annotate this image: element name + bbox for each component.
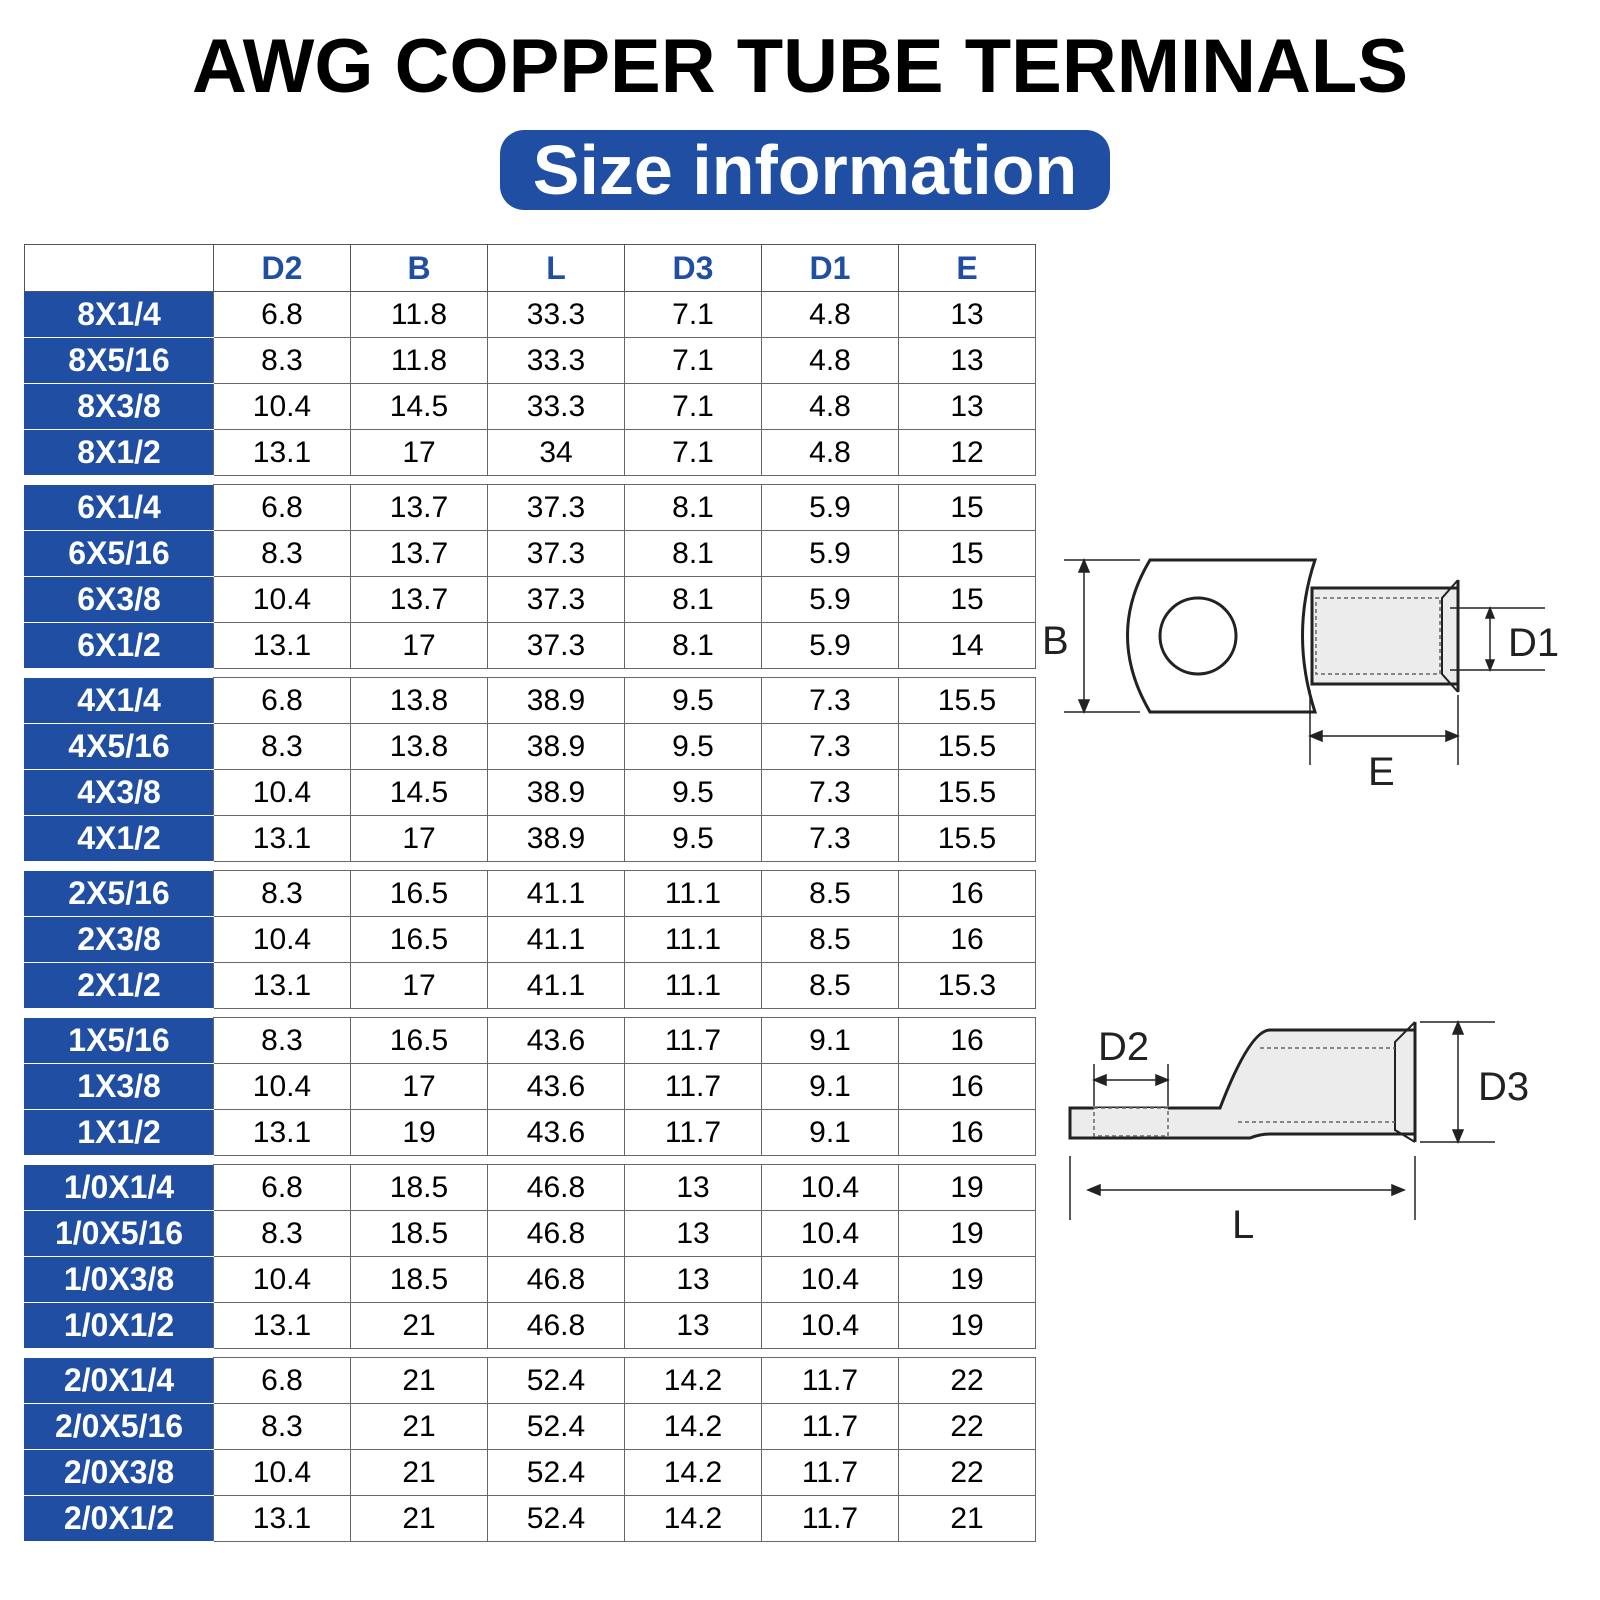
table-cell: 43.6 (488, 1110, 625, 1156)
table-cell: 11.1 (625, 963, 762, 1009)
table-cell: 10.4 (214, 384, 351, 430)
table-cell: 8.3 (214, 531, 351, 577)
group-separator (25, 1156, 1036, 1165)
table-cell: 16 (899, 917, 1036, 963)
column-header: D2 (214, 245, 351, 292)
dimension-label-d3: D3 (1478, 1065, 1530, 1109)
table-cell: 9.5 (625, 724, 762, 770)
subtitle-badge: Size information (500, 130, 1110, 210)
table-cell: 9.1 (762, 1064, 899, 1110)
table-row (25, 338, 1036, 384)
table-cell: 14.2 (625, 1496, 762, 1542)
group-separator (25, 1349, 1036, 1358)
table-cell: 14 (899, 623, 1036, 669)
table-cell: 6.8 (214, 1358, 351, 1404)
table-cell: 11.7 (762, 1496, 899, 1542)
table-cell: 37.3 (488, 531, 625, 577)
group-separator (25, 862, 1036, 871)
table-cell: 15.5 (899, 770, 1036, 816)
table-cell: 16 (899, 1018, 1036, 1064)
group-separator (25, 476, 1036, 485)
table-cell: 8.1 (625, 577, 762, 623)
table-cell: 38.9 (488, 724, 625, 770)
table-row (25, 770, 1036, 816)
size-table-container (24, 244, 1036, 1542)
table-cell: 13.7 (351, 577, 488, 623)
table-cell: 10.4 (762, 1303, 899, 1349)
table-cell: 13 (625, 1303, 762, 1349)
table-cell: 17 (351, 816, 488, 862)
table-cell: 10.4 (214, 1064, 351, 1110)
table-cell: 22 (899, 1404, 1036, 1450)
table-cell: 4.8 (762, 384, 899, 430)
column-header: D1 (762, 245, 899, 292)
size-table (24, 244, 1036, 1542)
table-cell: 13.7 (351, 531, 488, 577)
table-row (25, 430, 1036, 476)
table-cell: 6.8 (214, 485, 351, 531)
table-cell: 14.5 (351, 384, 488, 430)
column-header: D3 (625, 245, 762, 292)
row-header: 2X5/16 (25, 871, 214, 917)
table-cell: 34 (488, 430, 625, 476)
table-cell: 22 (899, 1450, 1036, 1496)
row-header: 4X3/8 (25, 770, 214, 816)
table-cell: 16 (899, 871, 1036, 917)
table-cell: 8.1 (625, 623, 762, 669)
table-cell: 10.4 (762, 1257, 899, 1303)
table-cell: 4.8 (762, 292, 899, 338)
table-cell: 9.5 (625, 816, 762, 862)
dimension-label-d2: D2 (1098, 1025, 1150, 1069)
table-cell: 9.5 (625, 770, 762, 816)
row-header: 1X3/8 (25, 1064, 214, 1110)
table-cell: 10.4 (762, 1211, 899, 1257)
table-cell: 15 (899, 485, 1036, 531)
table-corner-cell (25, 245, 214, 292)
table-cell: 14.2 (625, 1358, 762, 1404)
table-cell: 11.7 (762, 1450, 899, 1496)
table-cell: 18.5 (351, 1257, 488, 1303)
row-header: 2/0X5/16 (25, 1404, 214, 1450)
table-row (25, 1257, 1036, 1303)
table-cell: 13.1 (214, 623, 351, 669)
table-row (25, 1404, 1036, 1450)
table-header-row (25, 245, 1036, 292)
table-row (25, 678, 1036, 724)
table-cell: 46.8 (488, 1165, 625, 1211)
group-separator (25, 669, 1036, 678)
table-cell: 13 (899, 384, 1036, 430)
row-header: 6X1/4 (25, 485, 214, 531)
table-cell: 7.3 (762, 678, 899, 724)
table-row (25, 963, 1036, 1009)
table-cell: 33.3 (488, 384, 625, 430)
table-cell: 10.4 (214, 1450, 351, 1496)
table-cell: 13.1 (214, 816, 351, 862)
row-header: 8X1/4 (25, 292, 214, 338)
row-header: 6X1/2 (25, 623, 214, 669)
table-cell: 10.4 (214, 770, 351, 816)
table-cell: 16 (899, 1110, 1036, 1156)
row-header: 1/0X5/16 (25, 1211, 214, 1257)
table-cell: 7.1 (625, 338, 762, 384)
row-header: 2X1/2 (25, 963, 214, 1009)
row-header: 2X3/8 (25, 917, 214, 963)
table-cell: 13.1 (214, 430, 351, 476)
table-cell: 15.5 (899, 816, 1036, 862)
table-cell: 52.4 (488, 1404, 625, 1450)
table-row (25, 816, 1036, 862)
dimension-label-e: E (1368, 750, 1395, 794)
table-row (25, 1110, 1036, 1156)
table-cell: 41.1 (488, 963, 625, 1009)
row-header: 1X1/2 (25, 1110, 214, 1156)
table-cell: 10.4 (214, 577, 351, 623)
group-separator-cell (25, 1156, 1036, 1165)
table-cell: 33.3 (488, 338, 625, 384)
table-cell: 13 (899, 292, 1036, 338)
table-cell: 21 (899, 1496, 1036, 1542)
table-cell: 9.1 (762, 1018, 899, 1064)
table-cell: 13.1 (214, 1110, 351, 1156)
table-cell: 38.9 (488, 678, 625, 724)
table-cell: 18.5 (351, 1165, 488, 1211)
group-separator-cell (25, 669, 1036, 678)
row-header: 1/0X1/4 (25, 1165, 214, 1211)
table-cell: 52.4 (488, 1358, 625, 1404)
table-cell: 13.8 (351, 678, 488, 724)
table-cell: 13 (625, 1211, 762, 1257)
table-cell: 5.9 (762, 485, 899, 531)
terminal-top-view-diagram (1042, 550, 1600, 800)
table-cell: 41.1 (488, 917, 625, 963)
dimension-label-b: B (1042, 619, 1069, 663)
table-cell: 8.1 (625, 531, 762, 577)
table-cell: 15 (899, 577, 1036, 623)
table-cell: 19 (899, 1165, 1036, 1211)
row-header: 8X3/8 (25, 384, 214, 430)
table-cell: 15 (899, 531, 1036, 577)
table-cell: 11.1 (625, 917, 762, 963)
table-cell: 13.7 (351, 485, 488, 531)
row-header: 6X3/8 (25, 577, 214, 623)
table-cell: 16.5 (351, 917, 488, 963)
row-header: 4X1/4 (25, 678, 214, 724)
table-cell: 15.5 (899, 724, 1036, 770)
lug-body-outline (1128, 560, 1316, 712)
table-cell: 21 (351, 1496, 488, 1542)
table-cell: 52.4 (488, 1450, 625, 1496)
row-header: 1/0X3/8 (25, 1257, 214, 1303)
table-row (25, 485, 1036, 531)
table-row (25, 292, 1036, 338)
dimension-label-l: L (1232, 1203, 1255, 1247)
table-cell: 5.9 (762, 531, 899, 577)
table-cell: 16.5 (351, 1018, 488, 1064)
row-header: 4X1/2 (25, 816, 214, 862)
row-header: 8X5/16 (25, 338, 214, 384)
group-separator-cell (25, 1009, 1036, 1018)
table-cell: 7.3 (762, 770, 899, 816)
table-cell: 11.8 (351, 338, 488, 384)
table-cell: 8.5 (762, 871, 899, 917)
table-row (25, 1450, 1036, 1496)
table-row (25, 531, 1036, 577)
table-cell: 46.8 (488, 1211, 625, 1257)
table-cell: 8.5 (762, 917, 899, 963)
table-row (25, 871, 1036, 917)
table-cell: 19 (899, 1257, 1036, 1303)
table-cell: 5.9 (762, 623, 899, 669)
table-row (25, 1358, 1036, 1404)
table-cell: 16 (899, 1064, 1036, 1110)
table-cell: 14.2 (625, 1404, 762, 1450)
table-cell: 6.8 (214, 678, 351, 724)
table-cell: 5.9 (762, 577, 899, 623)
table-cell: 17 (351, 963, 488, 1009)
table-row (25, 1165, 1036, 1211)
table-cell: 13.1 (214, 1303, 351, 1349)
table-cell: 7.1 (625, 292, 762, 338)
table-cell: 8.3 (214, 1018, 351, 1064)
table-cell: 16.5 (351, 871, 488, 917)
group-separator-cell (25, 1349, 1036, 1358)
table-row (25, 917, 1036, 963)
table-cell: 46.8 (488, 1257, 625, 1303)
table-cell: 21 (351, 1450, 488, 1496)
row-header: 8X1/2 (25, 430, 214, 476)
row-header: 2/0X1/2 (25, 1496, 214, 1542)
table-cell: 4.8 (762, 338, 899, 384)
table-cell: 11.8 (351, 292, 488, 338)
table-cell: 19 (899, 1211, 1036, 1257)
row-header: 4X5/16 (25, 724, 214, 770)
table-cell: 14.5 (351, 770, 488, 816)
table-cell: 8.3 (214, 871, 351, 917)
row-header: 1/0X1/2 (25, 1303, 214, 1349)
table-cell: 9.1 (762, 1110, 899, 1156)
table-cell: 17 (351, 623, 488, 669)
table-cell: 10.4 (762, 1165, 899, 1211)
table-cell: 37.3 (488, 623, 625, 669)
dimension-label-d1: D1 (1508, 621, 1560, 665)
table-cell: 14.2 (625, 1450, 762, 1496)
table-cell: 18.5 (351, 1211, 488, 1257)
table-row (25, 623, 1036, 669)
table-cell: 43.6 (488, 1018, 625, 1064)
group-separator (25, 1009, 1036, 1018)
row-header: 2/0X1/4 (25, 1358, 214, 1404)
table-cell: 11.7 (625, 1110, 762, 1156)
table-cell: 21 (351, 1404, 488, 1450)
table-row (25, 577, 1036, 623)
table-cell: 9.5 (625, 678, 762, 724)
table-cell: 6.8 (214, 1165, 351, 1211)
table-cell: 22 (899, 1358, 1036, 1404)
table-cell: 13.1 (214, 963, 351, 1009)
row-header: 6X5/16 (25, 531, 214, 577)
table-cell: 37.3 (488, 485, 625, 531)
column-header: B (351, 245, 488, 292)
table-cell: 10.4 (214, 917, 351, 963)
table-cell: 19 (899, 1303, 1036, 1349)
table-cell: 15.5 (899, 678, 1036, 724)
table-cell: 8.3 (214, 1404, 351, 1450)
table-cell: 11.7 (762, 1404, 899, 1450)
page-title: AWG COPPER TUBE TERMINALS (191, 24, 1409, 109)
table-cell: 11.1 (625, 871, 762, 917)
table-cell: 15.3 (899, 963, 1036, 1009)
table-cell: 17 (351, 430, 488, 476)
table-row (25, 1064, 1036, 1110)
terminal-side-view-diagram (1060, 1010, 1600, 1250)
table-cell: 21 (351, 1358, 488, 1404)
table-cell: 7.3 (762, 816, 899, 862)
table-cell: 41.1 (488, 871, 625, 917)
table-cell: 13 (899, 338, 1036, 384)
table-row (25, 1303, 1036, 1349)
column-header: L (488, 245, 625, 292)
group-separator-cell (25, 862, 1036, 871)
table-cell: 52.4 (488, 1496, 625, 1542)
table-cell: 19 (351, 1110, 488, 1156)
table-cell: 11.7 (762, 1358, 899, 1404)
table-cell: 43.6 (488, 1064, 625, 1110)
table-cell: 11.7 (625, 1064, 762, 1110)
table-cell: 7.3 (762, 724, 899, 770)
table-cell: 7.1 (625, 384, 762, 430)
table-cell: 6.8 (214, 292, 351, 338)
table-cell: 11.7 (625, 1018, 762, 1064)
table-cell: 38.9 (488, 770, 625, 816)
row-header: 1X5/16 (25, 1018, 214, 1064)
table-cell: 8.3 (214, 1211, 351, 1257)
table-row (25, 1211, 1036, 1257)
group-separator-cell (25, 476, 1036, 485)
table-cell: 12 (899, 430, 1036, 476)
table-cell: 13.1 (214, 1496, 351, 1542)
table-cell: 7.1 (625, 430, 762, 476)
table-cell: 37.3 (488, 577, 625, 623)
table-cell: 33.3 (488, 292, 625, 338)
table-row (25, 384, 1036, 430)
table-cell: 4.8 (762, 430, 899, 476)
table-row (25, 1018, 1036, 1064)
row-header: 2/0X3/8 (25, 1450, 214, 1496)
table-cell: 8.1 (625, 485, 762, 531)
table-cell: 38.9 (488, 816, 625, 862)
table-body (25, 292, 1036, 1542)
table-cell: 13 (625, 1257, 762, 1303)
table-cell: 46.8 (488, 1303, 625, 1349)
table-cell: 8.3 (214, 338, 351, 384)
table-cell: 10.4 (214, 1257, 351, 1303)
table-cell: 13 (625, 1165, 762, 1211)
table-row (25, 724, 1036, 770)
table-cell: 21 (351, 1303, 488, 1349)
table-cell: 13.8 (351, 724, 488, 770)
table-cell: 17 (351, 1064, 488, 1110)
table-row (25, 1496, 1036, 1542)
table-cell: 8.5 (762, 963, 899, 1009)
lug-hole (1160, 598, 1236, 674)
table-cell: 8.3 (214, 724, 351, 770)
column-header: E (899, 245, 1036, 292)
